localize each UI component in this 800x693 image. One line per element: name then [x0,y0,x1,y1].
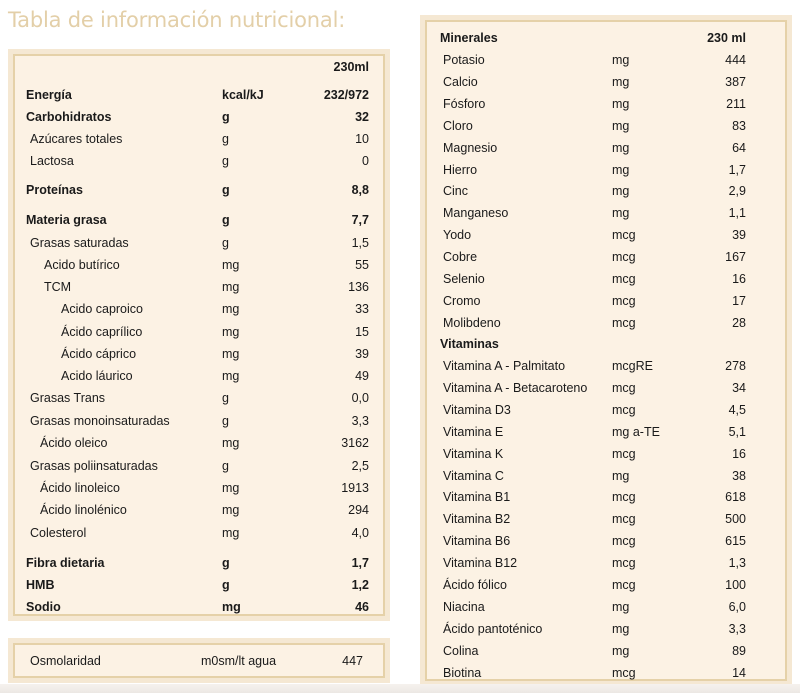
nutrient-value: 33 [355,302,369,316]
table-row [15,233,383,253]
table-row [15,597,383,617]
table-row [15,575,383,595]
nutrient-value: 39 [732,228,746,243]
table-row [427,575,785,595]
table-row [15,277,383,297]
nutrient-unit: g [222,459,229,473]
table-row [15,456,383,476]
table-row [427,72,785,92]
nutrient-name: Proteínas [26,183,83,197]
table-row [427,531,785,551]
nutrient-unit: mg [222,503,240,517]
nutrient-value: 444 [725,53,746,67]
nutrient-unit: mcg [612,578,636,592]
table-row [427,50,785,70]
nutrition-header [15,57,383,77]
nutrient-name: Vitamina B1 [443,490,511,505]
table-row [427,553,785,573]
nutrient-unit: mg [612,96,630,111]
nutrient-value: 1913 [341,481,369,495]
nutrient-name: Cinc [443,184,469,199]
nutrient-value: 83 [732,118,746,133]
nutrient-name: Grasas saturadas [30,236,129,250]
minerals-vitamins-table [425,20,787,681]
nutrient-name: Fibra dietaria [26,556,105,570]
nutrient-unit: mg [612,140,630,155]
minerals-heading: Minerales [440,31,498,45]
nutrient-value: 89 [732,643,746,658]
nutrient-name: Azúcares totales [30,132,123,146]
table-row [427,597,785,617]
nutrient-name: Ácido linoleico [40,481,120,495]
nutrient-value: 17 [732,293,746,308]
table-row [15,411,383,431]
table-row [15,366,383,386]
nutrient-value: 28 [732,315,746,330]
table-row [427,247,785,267]
nutrient-name: Colina [443,643,479,658]
nutrient-value: 14 [732,665,746,680]
nutrient-unit: mg [222,325,240,339]
nutrient-unit: mg [612,162,630,177]
nutrient-value: 15 [355,325,369,339]
nutrient-unit: mg [612,621,630,636]
table-row [15,85,383,105]
nutrient-value: 1,2 [351,578,369,592]
table-row [427,269,785,289]
nutrient-value: 136 [348,280,369,294]
nutrient-unit: mcgRE [612,359,653,373]
nutrient-name: Potasio [443,53,485,67]
table-row [427,663,785,683]
nutrient-value: 8,8 [351,183,369,197]
nutrient-name: Cobre [443,250,478,265]
nutrient-value: 6,0 [728,599,746,614]
nutrient-value: 294 [348,503,369,517]
nutrient-name: Ácido oleico [40,436,108,450]
nutrient-unit: g [222,391,229,405]
nutrient-unit: mg [612,184,630,199]
nutrient-value: 1,3 [728,556,746,571]
nutrient-value: 16 [732,446,746,461]
nutrient-name: Biotina [443,665,482,680]
nutrient-name: Fósforo [443,96,486,111]
nutrient-value: 64 [732,140,746,155]
table-row [427,203,785,223]
nutrient-unit: mg [612,118,630,133]
nutrient-name: Lactosa [30,154,74,168]
nutrient-value: 39 [355,347,369,361]
nutrient-unit: mg [612,74,630,89]
nutrient-unit: g [222,578,230,592]
nutrient-unit: mg [222,280,240,294]
table-row [15,107,383,127]
nutrient-name: Sodio [26,600,61,614]
table-row [427,466,785,486]
nutrient-name: Niacina [443,599,485,614]
nutrient-name: Vitamina K [443,446,504,461]
osmolarity-value: 447 [342,654,363,668]
nutrient-name: Selenio [443,272,485,286]
table-row [15,255,383,275]
nutrient-unit: mcg [612,272,636,286]
table-row [427,487,785,507]
nutrient-unit: mg [612,206,630,221]
table-row [427,378,785,398]
nutrient-unit: mg [612,643,630,658]
nutrient-name: Vitamina B12 [443,556,518,571]
nutrient-unit: mg [222,369,240,383]
nutrient-unit: mg [612,468,630,483]
nutrition-table [13,54,385,616]
page-title: Tabla de información nutricional: [8,8,346,32]
nutrient-value: 232/972 [323,88,369,102]
serving-size-right: 230 ml [707,31,746,45]
nutrient-value: 16 [732,272,746,286]
nutrient-value: 167 [725,250,746,265]
nutrient-name: Colesterol [30,526,87,540]
minerals-heading-row [427,28,785,48]
nutrient-value: 500 [725,512,746,527]
nutrient-unit: mcg [612,556,636,571]
nutrient-value: 100 [725,578,746,592]
nutrient-value: 10 [355,132,369,146]
vitamins-heading: Vitaminas [440,337,499,351]
nutrient-unit: mcg [612,293,636,308]
nutrient-unit: g [222,414,229,428]
nutrient-value: 387 [725,74,746,89]
nutrient-value: 38 [732,468,746,483]
nutrient-name: Cromo [443,293,481,308]
nutrient-name: Acido láurico [61,369,133,383]
nutrient-unit: mg [222,436,240,450]
nutrient-value: 4,0 [351,526,369,540]
osmolarity-unit: m0sm/lt agua [201,654,277,668]
nutrient-unit: mcg [612,512,636,527]
nutrient-name: Hierro [443,162,478,177]
nutrient-name: Energía [26,88,72,102]
nutrient-value: 278 [725,359,746,373]
nutrient-name: Magnesio [443,140,498,155]
table-row [427,94,785,114]
nutrient-value: 211 [726,96,746,111]
nutrient-value: 3162 [341,436,369,450]
nutrient-unit: g [222,132,229,146]
nutrient-value: 1,7 [728,162,746,177]
table-row [427,181,785,201]
nutrient-value: 55 [355,258,369,272]
nutrient-unit: g [222,213,230,227]
nutrient-name: Yodo [443,228,472,243]
nutrient-unit: mcg [612,380,636,395]
nutrient-unit: g [222,110,230,124]
nutrient-value: 1,5 [351,236,369,250]
nutrient-value: 615 [725,534,746,549]
nutrient-name: Ácido cáprico [61,347,137,361]
nutrient-unit: mcg [612,402,636,417]
nutrient-unit: mcg [612,665,636,680]
nutrient-name: Acido caproico [61,302,143,316]
nutrient-unit: g [222,183,230,197]
nutrient-value: 1,1 [728,206,746,221]
nutrient-name: Ácido pantoténico [443,621,543,636]
table-row [15,433,383,453]
nutrient-value: 49 [355,369,369,383]
nutrient-value: 46 [355,600,369,614]
nutrient-name: Manganeso [443,206,509,221]
bottom-edge [0,684,800,693]
nutrient-name: Calcio [443,74,478,89]
nutrient-name: Carbohidratos [26,110,112,124]
nutrient-unit: mcg [612,228,636,243]
nutrient-value: 618 [725,490,746,505]
nutrient-name: TCM [44,280,72,294]
nutrient-name: Materia grasa [26,213,107,227]
osmolarity-label: Osmolaridad [30,654,101,668]
table-row [427,313,785,333]
nutrient-name: Vitamina B2 [443,512,511,527]
nutrient-name: Molibdeno [443,315,501,330]
nutrient-value: 32 [355,110,369,124]
nutrient-value: 0 [362,154,369,168]
nutrient-unit: mg [222,600,241,614]
nutrient-unit: mg [222,526,240,540]
nutrient-unit: mg [222,481,240,495]
nutrient-name: Cloro [443,118,473,133]
nutrient-value: 2,5 [351,459,369,473]
table-row [427,356,785,376]
nutrient-name: Grasas monoinsaturadas [30,414,170,428]
table-row [15,180,383,200]
nutrient-unit: g [222,556,230,570]
nutrient-name: Grasas poliinsaturadas [30,459,158,473]
table-row [427,116,785,136]
table-row [427,444,785,464]
table-row [15,299,383,319]
nutrient-unit: g [222,154,229,168]
nutrient-name: Ácido caprílico [61,325,143,339]
nutrient-unit: kcal/kJ [222,88,264,102]
nutrient-value: 5,1 [728,424,746,439]
nutrient-name: Vitamina A - Palmitato [443,359,566,373]
table-row [427,422,785,442]
nutrient-value: 2,9 [728,184,746,199]
vitamins-heading-row [427,334,785,354]
table-row [15,322,383,342]
nutrient-name: HMB [26,578,55,592]
osmolarity-row [13,643,385,678]
table-row [15,210,383,230]
table-row [15,500,383,520]
table-row [15,344,383,364]
table-row [427,160,785,180]
table-row [15,129,383,149]
nutrient-value: 7,7 [351,213,369,227]
table-row [427,225,785,245]
table-row [427,138,785,158]
table-row [15,388,383,408]
nutrient-unit: mcg [612,315,636,330]
nutrient-name: Grasas Trans [30,391,106,405]
serving-size: 230ml [333,60,369,74]
nutrient-unit: mg a-TE [612,424,660,439]
table-row [427,641,785,661]
nutrient-name: Ácido linolénico [40,503,127,517]
table-row [427,291,785,311]
nutrient-unit: mg [222,302,240,316]
nutrient-unit: g [222,236,229,250]
nutrient-unit: mcg [612,250,636,265]
nutrient-name: Vitamina B6 [443,534,511,549]
nutrient-unit: mcg [612,534,636,549]
table-row [15,523,383,543]
table-row [427,619,785,639]
table-row [15,553,383,573]
nutrient-value: 0,0 [351,391,369,405]
nutrient-name: Acido butírico [44,258,120,272]
nutrient-unit: mg [612,599,630,614]
nutrient-name: Vitamina C [443,468,504,483]
nutrient-unit: mcg [612,446,636,461]
nutrient-value: 34 [732,380,746,395]
nutrient-name: Vitamina E [443,424,504,439]
nutrient-name: Vitamina D3 [443,402,511,417]
nutrient-value: 1,7 [351,556,369,570]
nutrient-unit: mg [222,347,240,361]
nutrient-value: 3,3 [728,621,746,636]
nutrient-unit: mcg [612,490,636,505]
nutrient-value: 4,5 [728,402,746,417]
table-row [15,151,383,171]
nutrient-value: 3,3 [351,414,369,428]
nutrient-unit: mg [612,53,630,67]
table-row [15,478,383,498]
nutrient-name: Vitamina A - Betacaroteno [443,380,588,395]
nutrient-name: Ácido fólico [443,578,507,592]
table-row [427,509,785,529]
nutrient-unit: mg [222,258,240,272]
table-row [427,400,785,420]
